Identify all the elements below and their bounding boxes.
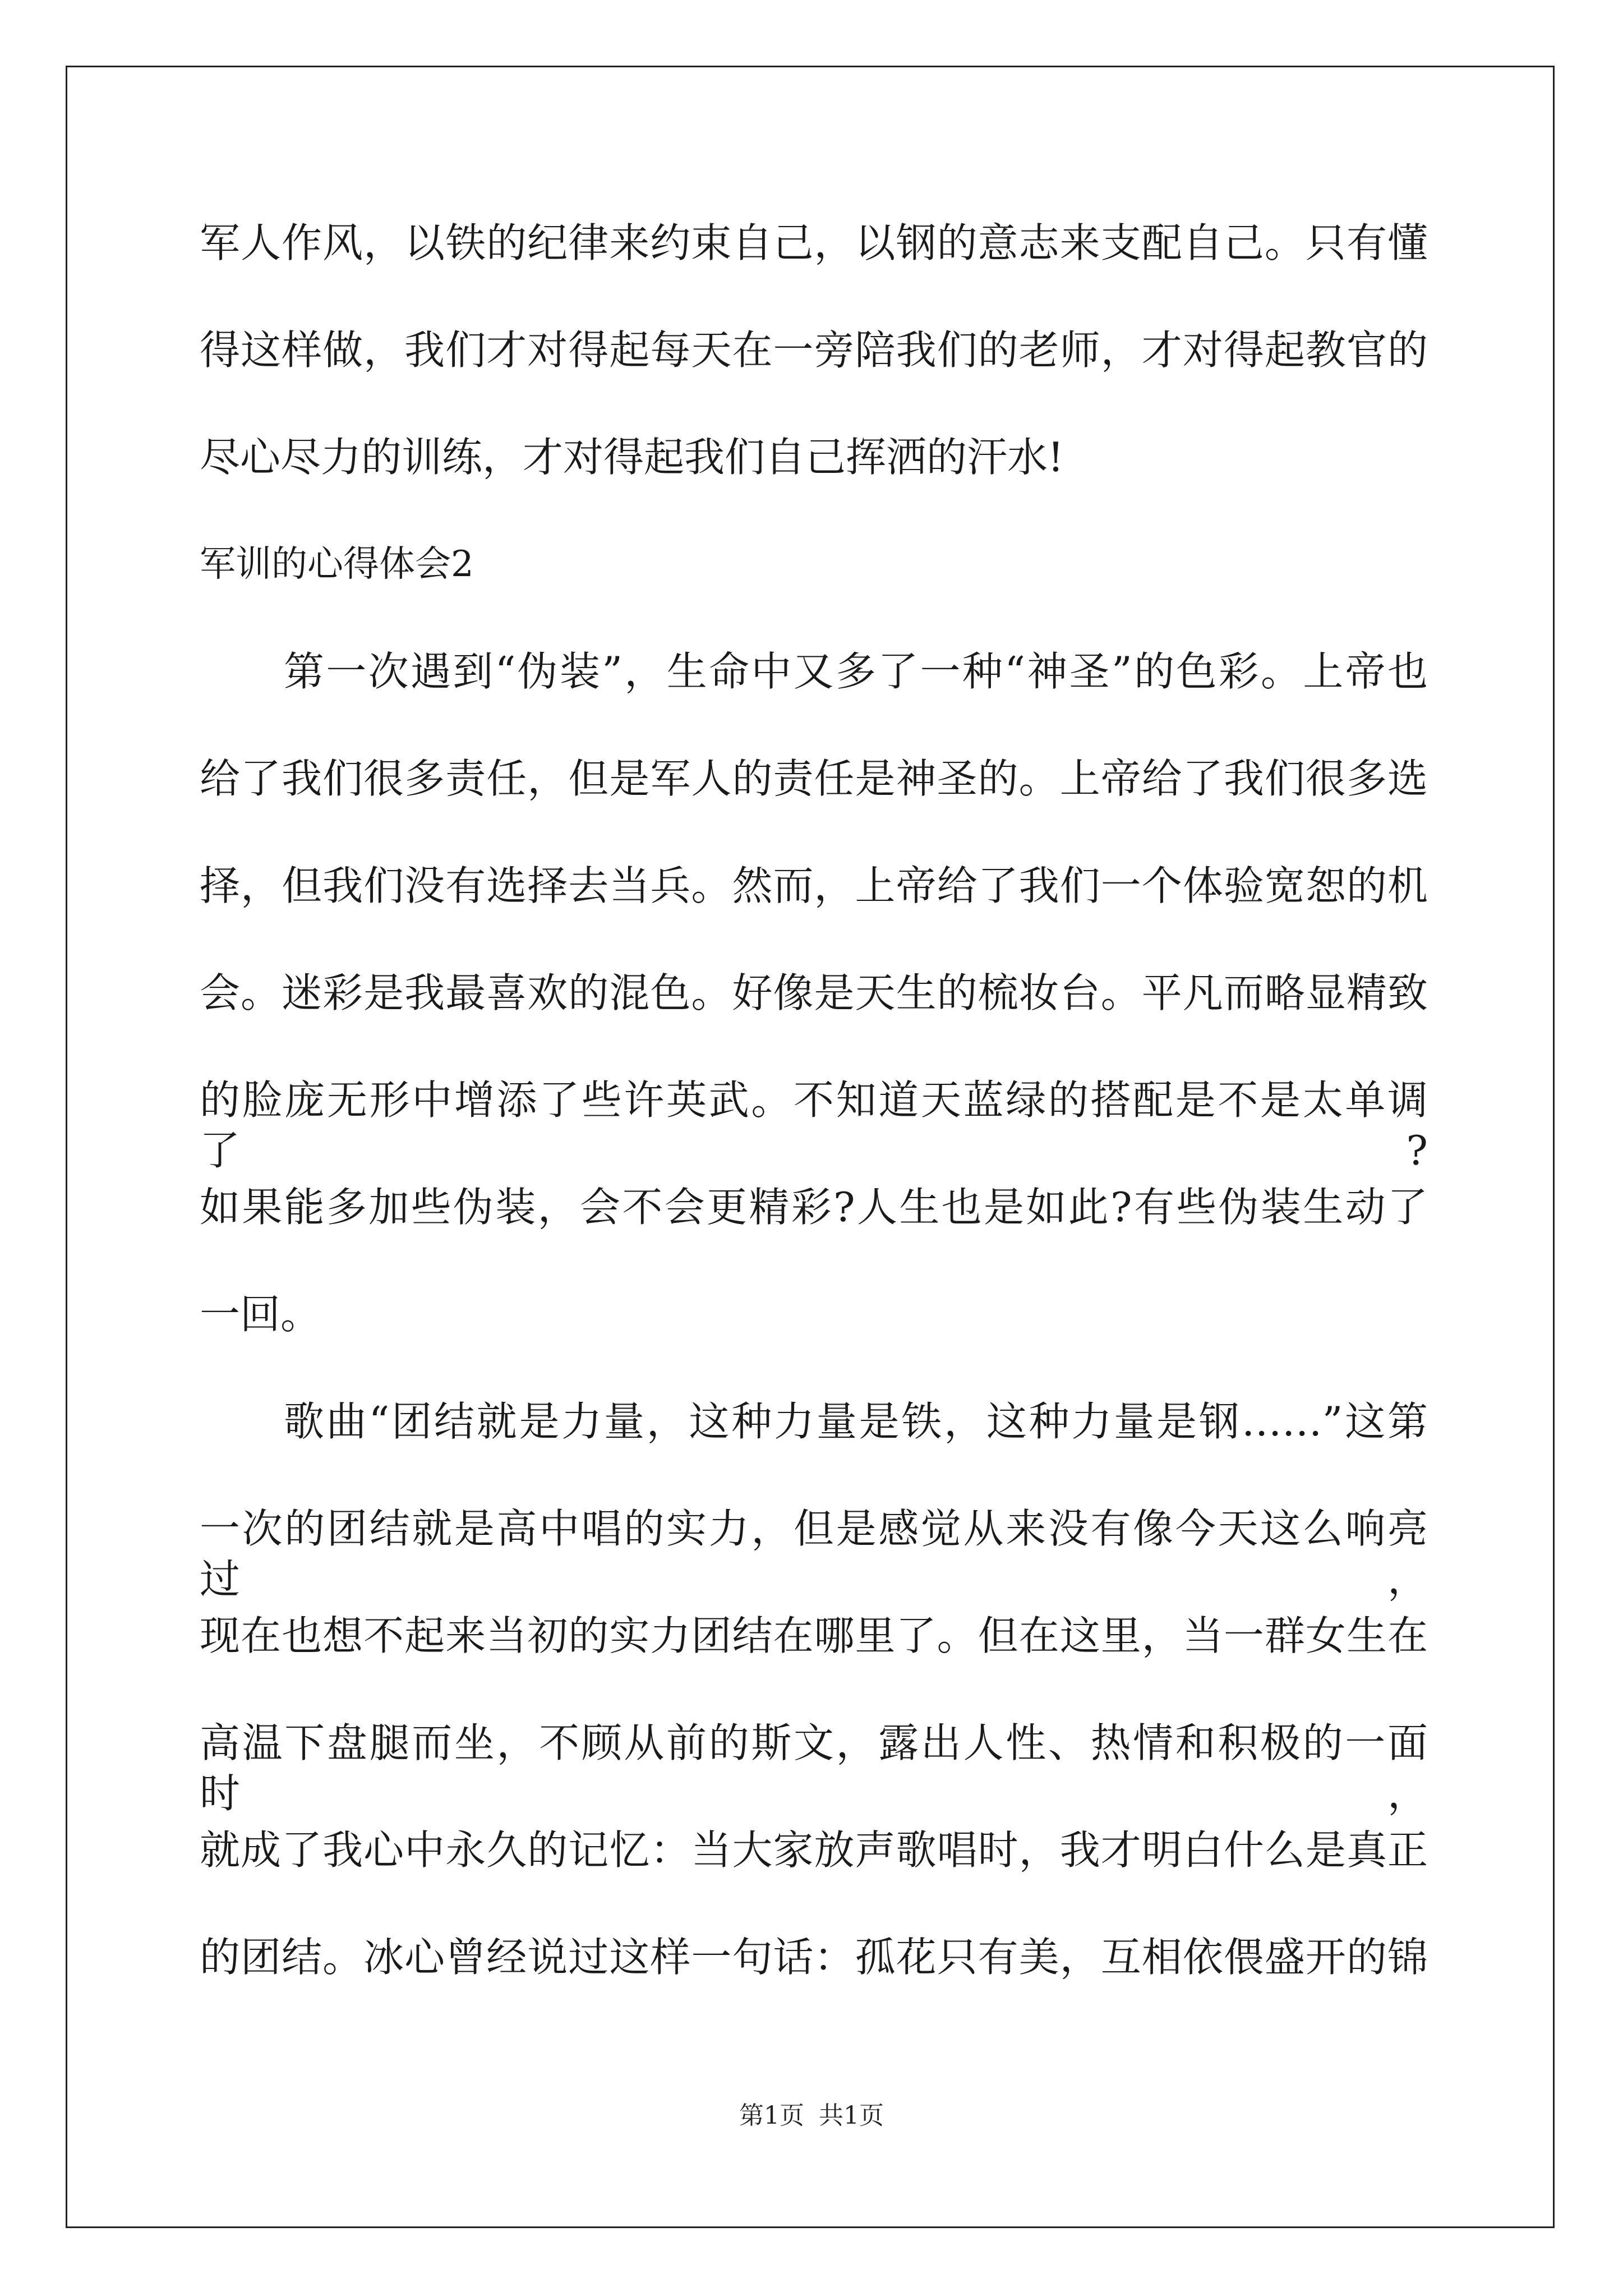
text-line: 就成了我心中永久的记忆：当大家放声歌唱时，我才明白什么是真正 — [200, 1826, 1428, 1874]
text-line: 军人作风，以铁的纪律来约束自己，以钢的意志来支配自己。只有懂 — [200, 219, 1428, 266]
text-line: 得这样做，我们才对得起每天在一旁陪我们的老师，才对得起教官的 — [200, 326, 1428, 374]
text-line: 一回。 — [200, 1291, 321, 1338]
text-line: 给了我们很多责任，但是军人的责任是神圣的。上帝给了我们很多选 — [200, 755, 1428, 802]
text-line: 的脸庞无形中增添了些许英武。不知道天蓝绿的搭配是不是太单调了? — [200, 1076, 1428, 1174]
page-number: 第1页 — [739, 2101, 804, 2130]
section-heading: 军训的心得体会2 — [200, 544, 474, 585]
text-line: 尽心尽力的训练，才对得起我们自己挥洒的汗水! — [200, 434, 1064, 481]
document-body — [200, 218, 1428, 2039]
text-line: 如果能多加些伪装，会不会更精彩?人生也是如此?有些伪装生动了 — [200, 1184, 1428, 1231]
text-line: 高温下盘腿而坐，不顾从前的斯文，露出人性、热情和积极的一面时， — [200, 1719, 1428, 1817]
text-line: 第一次遇到“伪装”，生命中又多了一种“神圣”的色彩。上帝也 — [284, 648, 1428, 695]
page-footer — [0, 2100, 1623, 2132]
text-line: 的团结。冰心曾经说过这样一句话：孤花只有美，互相依偎盛开的锦 — [200, 1934, 1428, 1981]
text-line: 一次的团结就是高中唱的实力，但是感觉从来没有像今天这么响亮过， — [200, 1505, 1428, 1603]
page-total: 共1页 — [819, 2101, 884, 2130]
text-line: 择，但我们没有选择去当兵。然而，上帝给了我们一个体验宽恕的机 — [200, 862, 1428, 909]
text-line: 会。迷彩是我最喜欢的混色。好像是天生的梳妆台。平凡而略显精致 — [200, 969, 1428, 1016]
text-line: 现在也想不起来当初的实力团结在哪里了。但在这里，当一群女生在 — [200, 1612, 1428, 1659]
text-line: 歌曲“团结就是力量，这种力量是铁，这种力量是钢……”这第 — [284, 1398, 1428, 1445]
